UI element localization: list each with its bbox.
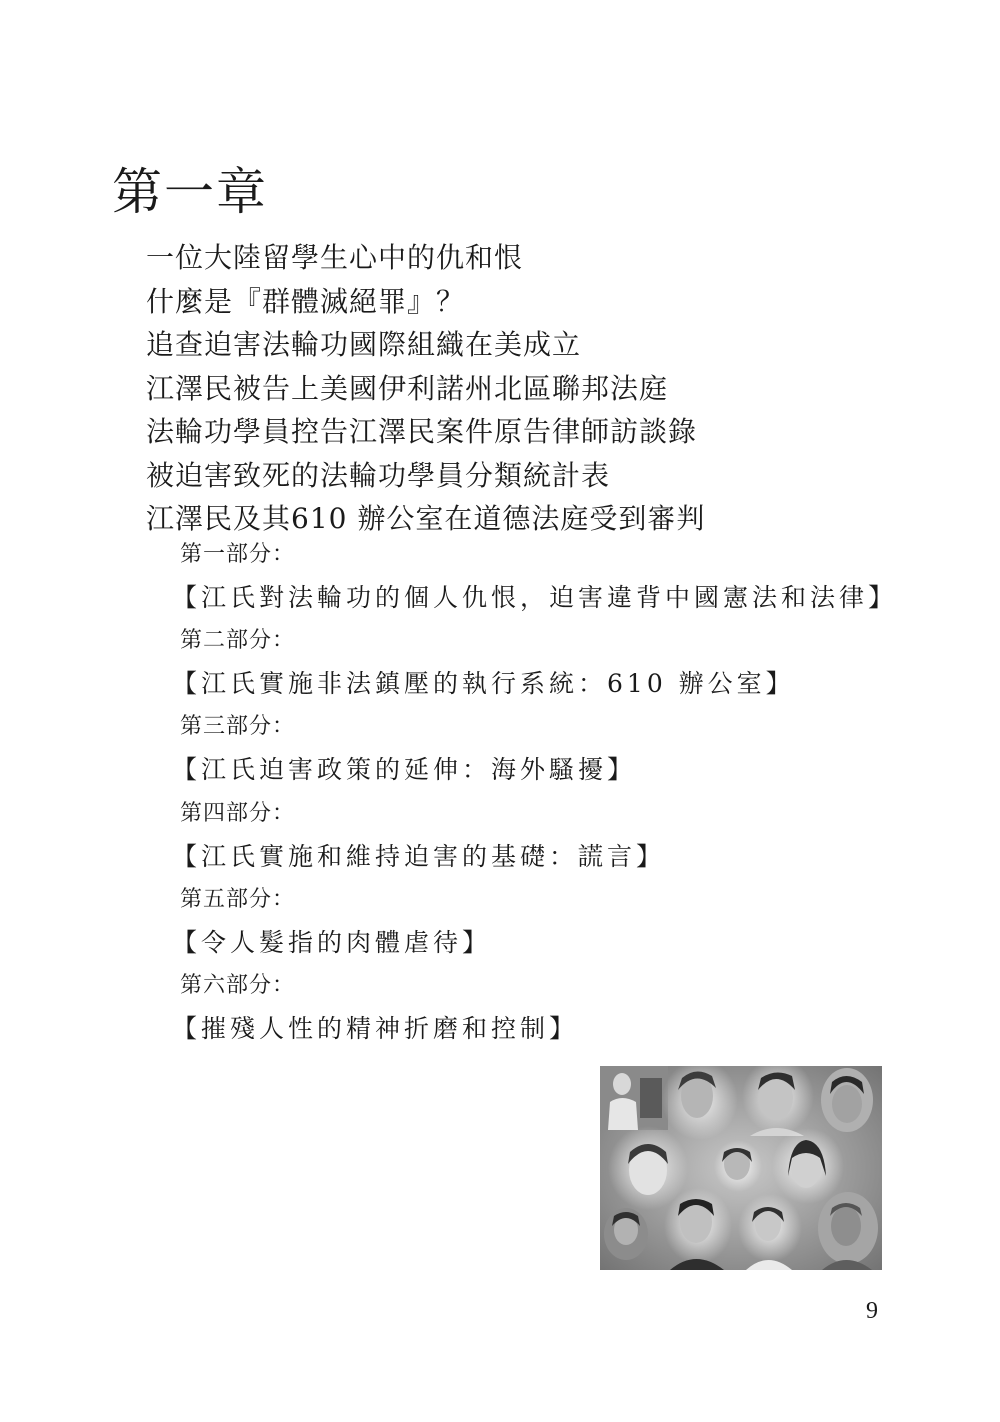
part-item — [172, 881, 897, 967]
part-title: 【江氏實施非法鎮壓的執行系統：610 辦公室】 — [172, 669, 795, 699]
part-title: 【江氏實施和維持迫害的基礎：謊言】 — [172, 841, 666, 871]
part-title: 【江氏迫害政策的延伸：海外騷擾】 — [172, 755, 637, 785]
part-item — [172, 708, 897, 794]
part-item — [172, 795, 897, 881]
toc-item: 江澤民及其610 辦公室在道德法庭受到審判 — [146, 502, 706, 535]
part-label: 第四部分： — [180, 800, 296, 826]
toc-item: 法輪功學員控告江澤民案件原告律師訪談錄 — [146, 415, 698, 448]
part-label: 第三部分： — [180, 714, 296, 740]
part-item — [172, 536, 897, 622]
part-label: 第五部分： — [180, 886, 296, 912]
toc-item: 被迫害致死的法輪功學員分類統計表 — [146, 458, 611, 492]
chapter-title: 第一章 — [112, 163, 268, 221]
part-item — [172, 967, 897, 1053]
page-number: 9 — [866, 1298, 878, 1324]
toc-item: 追查迫害法輪功國際組織在美成立 — [146, 328, 582, 361]
photo-collage-image — [600, 1066, 882, 1270]
part-label: 第六部分： — [180, 972, 296, 998]
toc-item: 一位大陸留學生心中的仇和恨 — [146, 241, 524, 274]
part-title: 【令人髮指的肉體虐待】 — [172, 927, 492, 957]
toc-item: 什麼是『群體滅絕罪』？ — [146, 284, 466, 318]
part-title: 【摧殘人性的精神折磨和控制】 — [172, 1013, 579, 1043]
part-title: 【江氏對法輪功的個人仇恨，迫害違背中國憲法和法律】 — [172, 583, 898, 612]
table-of-contents — [146, 236, 705, 541]
toc-item: 江澤民被告上美國伊利諾州北區聯邦法庭 — [146, 371, 669, 405]
part-label: 第一部分： — [180, 542, 296, 567]
victims-photo-collage — [600, 1066, 882, 1270]
part-label: 第二部分： — [180, 628, 296, 654]
part-item — [172, 622, 897, 708]
parts-list — [172, 536, 897, 1053]
